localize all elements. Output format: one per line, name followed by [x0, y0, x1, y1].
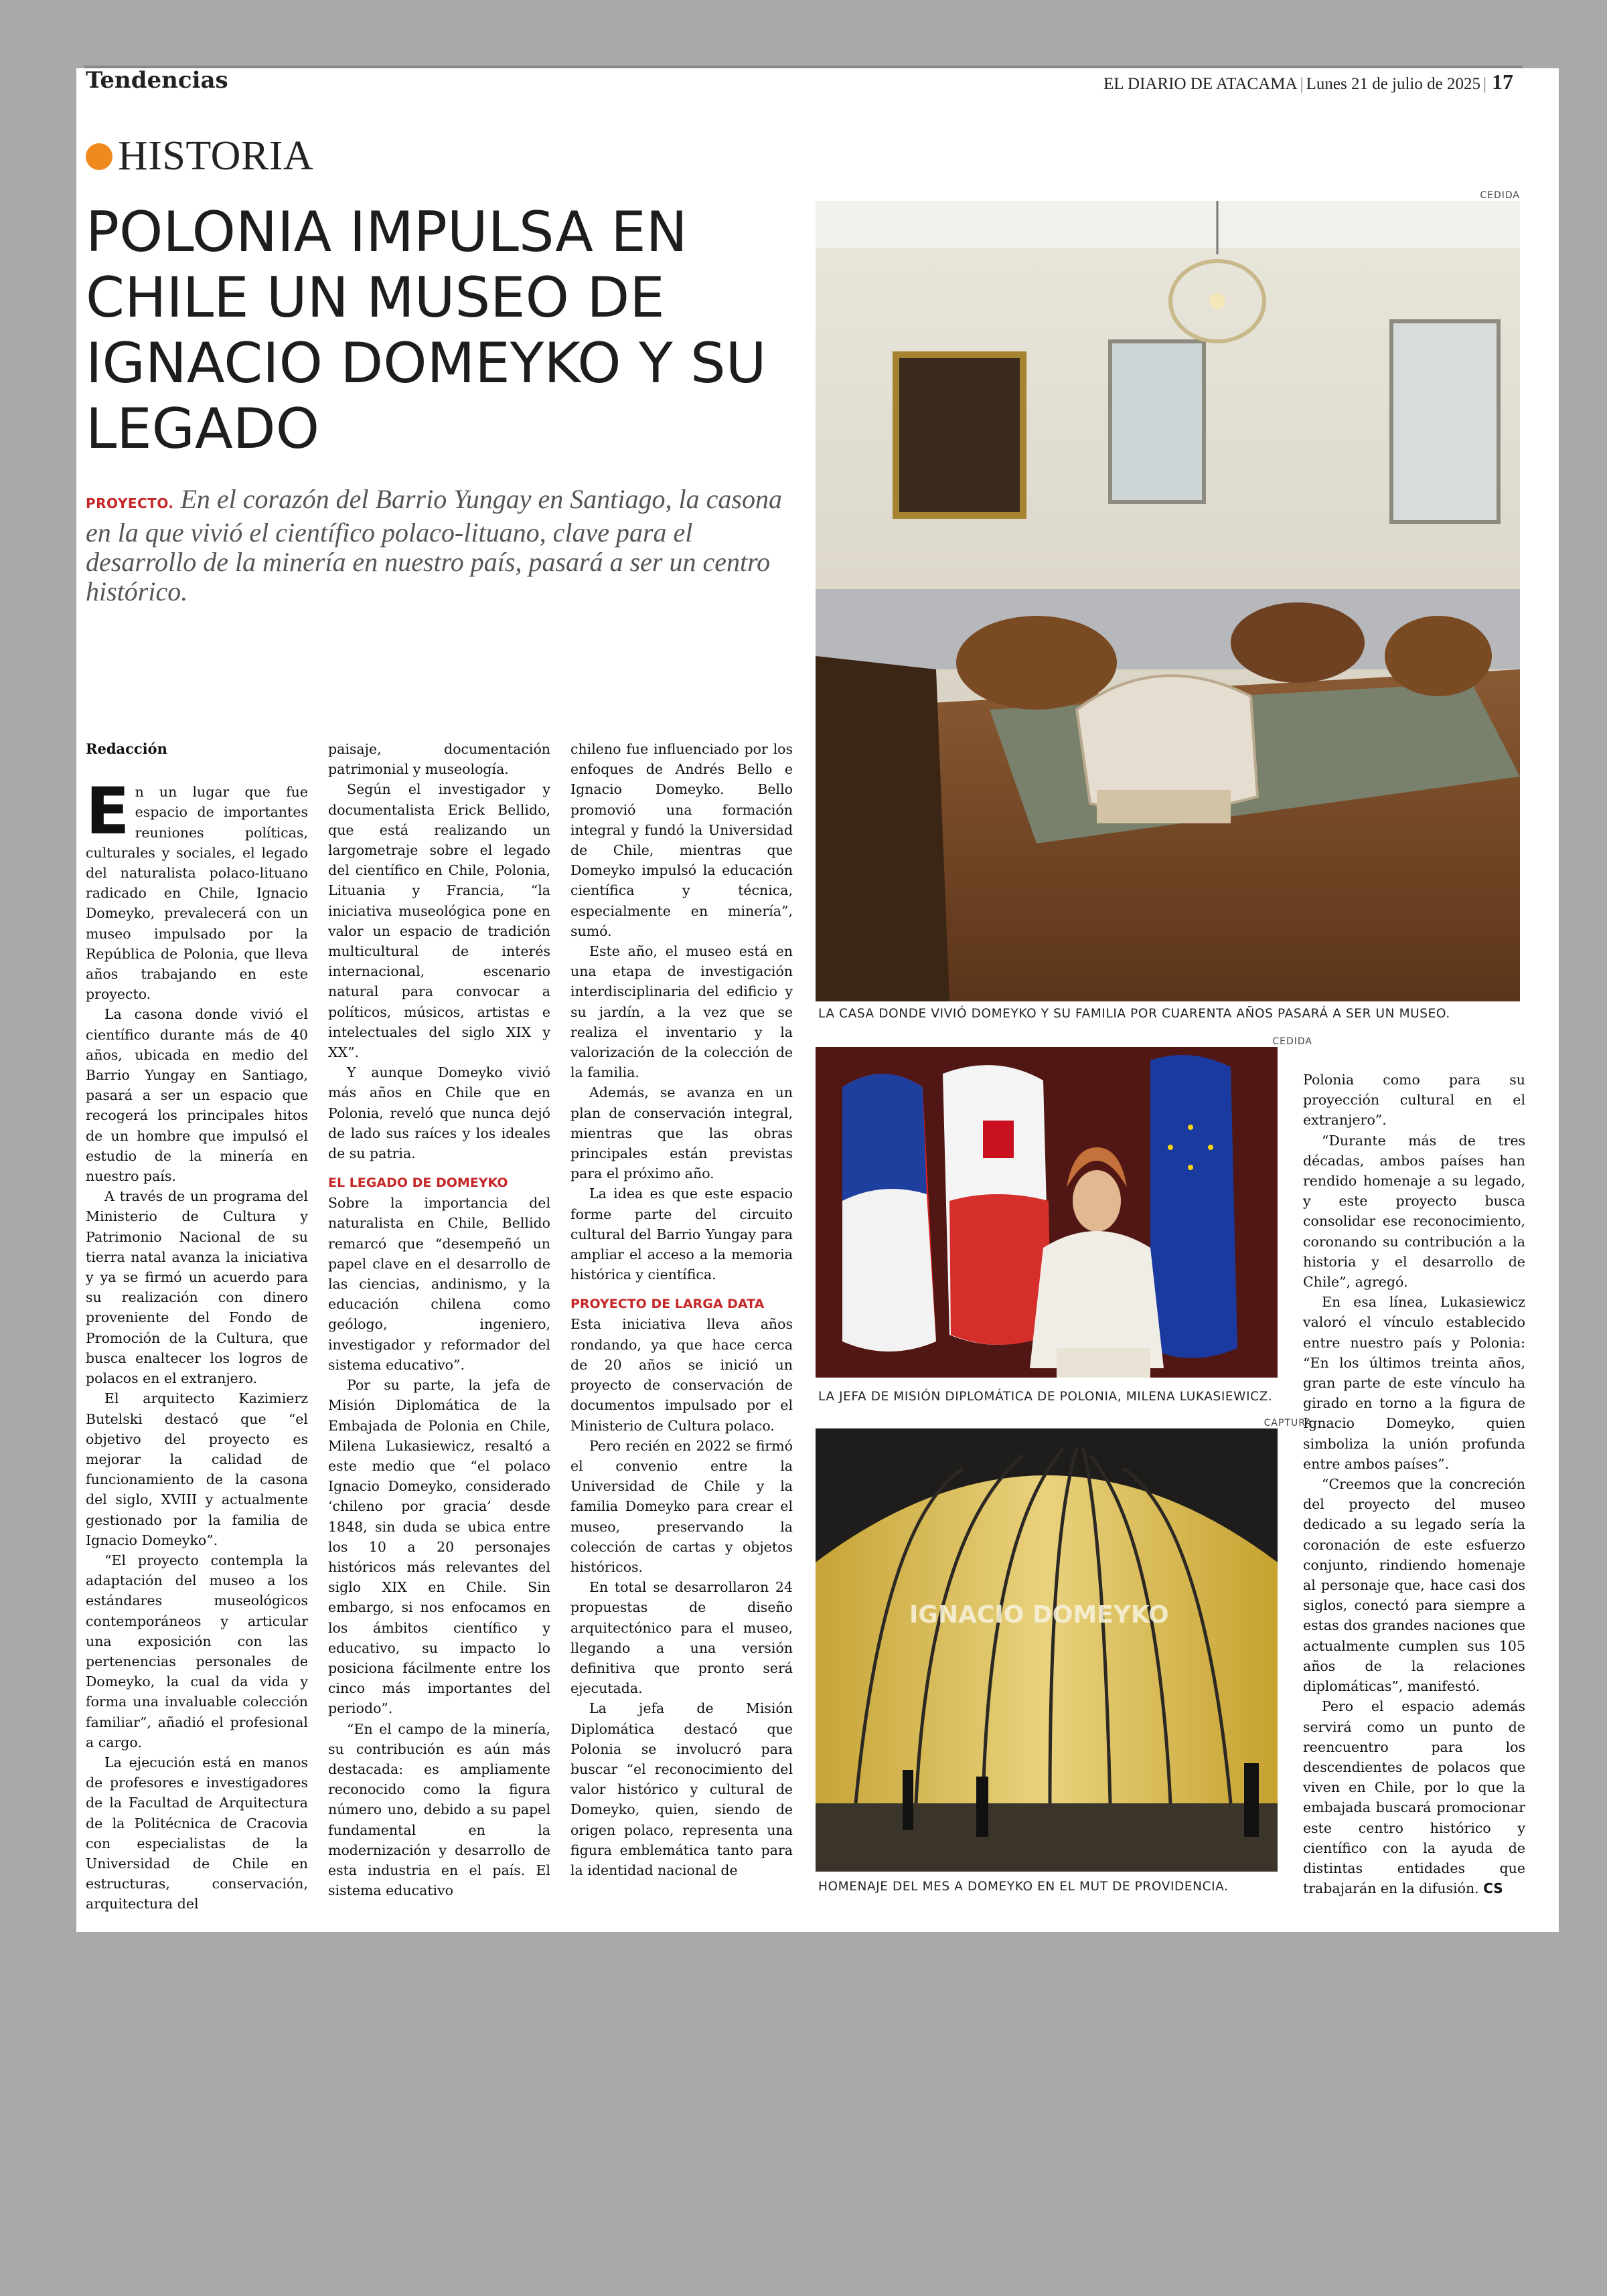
photo-caption: LA CASA DONDE VIVIÓ DOMEYKO Y SU FAMILIA POR CUARENTA AÑOS PASARÁ A SER UN MUSEO. [818, 1007, 1450, 1021]
paragraph: Este año, el museo está en una etapa de investigación interdisciplinaria del edificio y su jardín, a la vez que se realiza el inventario y la valorización de la colección de la familia. [570, 943, 793, 1081]
page-number: 17 [1492, 70, 1513, 94]
paragraph: En esa línea, Lukasiewicz valoró el vínculo establecido entre nuestro país y Polonia: “En los últimos treinta años, gran parte de este vínculo ha girado en torno a la figura de Ignacio Domeyko, quien simboliza la unión profunda entre ambos países”. [1303, 1294, 1525, 1472]
deck-text: En el corazón del Barrio Yungay en Santiago, la casona en la que vivió el científico polaco-lituano, clave para el desarrollo de la minería en nuestro país, pasará a ser un centro histórico. [86, 484, 782, 606]
section-name: Tendencias [86, 67, 228, 94]
paragraph: Según el investigador y documentalista Erick Bellido, que está realizando un largometraje sobre el legado del científico en Chile, Polonia, Lituania y Francia, “la iniciativa museológica pone en valor un espacio de tradición multicultural de interés internacional, escenario natural para convocar a políticos, músicos, artistas e intelectuales del siglo XIX y XX”. [328, 781, 550, 1061]
paragraph: La idea es que este espacio forme parte del circuito cultural del Barrio Yungay para ampliar el acceso a la memoria histórica y científica. [570, 1185, 793, 1283]
section-kicker [86, 133, 313, 180]
paragraph-text: n un lugar que fue espacio de importantes reuniones políticas, culturales y sociales, el legado del naturalista polaco-lituano radicado en Chile, Ignacio Domeyko, prevalecerá con un museo impulsado por la República de Polonia, que lleva años trabajando en este proyecto. [86, 784, 308, 1003]
drop-cap: E [86, 774, 130, 849]
paragraph: La casona donde vivió el científico durante más de 40 años, ubicada en medio del Barrio Yungay en Santiago, pasará a ser un espacio que recogerá los principales hitos de un hombre que impulsó el estudio de la minería en nuestro país. [86, 1006, 308, 1185]
second-photo-ambassador [816, 1047, 1278, 1378]
deck [86, 485, 789, 606]
paragraph: chileno fue influenciado por los enfoques de Andrés Bello e Ignacio Domeyko. Bello promovió una formación integral y fundó la Universidad de Chile, mientras que Domeyko impulsó la educación científica y técnica, especialmente en minería”, sumó. [570, 741, 793, 939]
paragraph: La jefa de Misión Diplomática destacó que Polonia se involucró para buscar “el reconocimiento del valor histórico y cultural de Domeyko, quien, siendo de origen polaco, representa una figura emblemática tanto para la identidad nacional de [570, 1700, 793, 1878]
paragraph: Polonia como para su proyección cultural en el extranjero”. [1303, 1072, 1525, 1129]
text-column-5 [1303, 1070, 1525, 1898]
photo-credit: CAPTURA [1264, 1418, 1312, 1428]
paragraph: paisaje, documentación patrimonial y museología. [328, 741, 550, 778]
paragraph: “Durante más de tres décadas, ambos países han rendido homenaje a su legado, y este proyecto busca consolidar ese reconocimiento, coronando su contribución a la historia y el desarrollo de Chile”, agregó. [1303, 1132, 1525, 1291]
deck-label: PROYECTO. [86, 495, 174, 511]
paragraph [1303, 1696, 1525, 1898]
subhead-larga-data: PROYECTO DE LARGA DATA [570, 1297, 765, 1312]
paragraph: Además, se avanza en un plan de conservación integral, mientras que las obras principales están previstas para el próximo año. [570, 1084, 793, 1182]
paragraph-text: Pero el espacio además servirá como un punto de reencuentro para los descendientes de polacos que viven en Chile, por lo que la embajada buscará promocionar este centro histórico y científico con la ayuda de distintas entidades que trabajarán en la difusión. [1303, 1698, 1525, 1897]
text-column-3 [570, 739, 793, 1880]
photo-credit: CEDIDA [1480, 190, 1520, 201]
text-column-1 [86, 739, 308, 1914]
newspaper-name: EL DIARIO DE ATACAMA [1103, 75, 1298, 93]
end-mark: CS [1483, 1880, 1503, 1897]
paragraph: Y aunque Domeyko vivió más años en Chile que en Polonia, reveló que nunca dejó de lado sus raíces y los ideales de su patria. [328, 1064, 550, 1162]
paragraph: “El proyecto contempla la adaptación del museo a los estándares museológicos contemporáneos y articular una exposición con las pertenencias personales de Domeyko, la cual da vida y forma una invaluable colección familiar”, añadió el profesional a cargo. [86, 1552, 308, 1750]
paragraph: Por su parte, la jefa de Misión Diplomática de la Embajada de Polonia en Chile, Milena Lukasiewicz, resaltó a este medio que “el polaco Ignacio Domeyko, considerado ‘chileno por gracia’ desde 1848, sin duda se ubica entre los 10 a 20 personajes históricos más relevantes del siglo XIX en Chile. Sin embargo, si nos enfocamos en los ámbitos científico y educativo, su impacto lo posiciona fácilmente entre los cinco más importantes del periodo”. [328, 1377, 550, 1717]
paragraph: Sobre la importancia del naturalista en Chile, Bellido remarcó que “desempeñó un papel clave en el desarrollo de las ciencias, andinismo, y la educación chilena como geólogo, ingeniero, investigador y reformador del sistema educativo”. [328, 1195, 550, 1373]
projection-text: IGNACIO DOMEYKO [909, 1601, 1169, 1629]
photo-caption: LA JEFA DE MISIÓN DIPLOMÁTICA DE POLONIA, MILENA LUKASIEWICZ. [818, 1390, 1273, 1404]
masthead-separator: | [1300, 75, 1304, 93]
issue-date: Lunes 21 de julio de 2025 [1306, 75, 1480, 93]
headline: POLONIA IMPULSA EN CHILE UN MUSEO DE IGNACIO DOMEYKO Y SU LEGADO [86, 199, 767, 461]
third-photo-projection [816, 1428, 1278, 1872]
kicker-label: HISTORIA [118, 133, 314, 179]
main-photo-interior [816, 201, 1520, 1001]
lead-paragraph [86, 774, 308, 1004]
photo-credit: CEDIDA [1272, 1036, 1312, 1047]
paragraph: En total se desarrollaron 24 propuestas de diseño arquitectónico para el museo, llegando a una versión definitiva que pronto será ejecutada. [570, 1579, 793, 1697]
orange-dot-icon [86, 143, 112, 170]
masthead [1103, 70, 1513, 94]
paragraph: Esta iniciativa lleva años rondando, ya que hace cerca de 20 años se inició un proyecto de conservación de documentos impulsado por el Ministerio de Cultura polaco. [570, 1316, 793, 1434]
header-rule [84, 66, 1523, 68]
text-column-2 [328, 739, 550, 1900]
paragraph: La ejecución está en manos de profesores e investigadores de la Facultad de Arquitectura de la Politécnica de Cracovia con especialistas de la Universidad de Chile en estructuras, conservación, arquitectura del [86, 1754, 308, 1912]
paragraph: El arquitecto Kazimierz Butelski destacó que “el objetivo del proyecto es mejorar la calidad de funcionamiento de la casona del siglo, XVIII y actualmente gestionado por la familia de Ignacio Domeyko”. [86, 1390, 308, 1548]
paragraph: Pero recién en 2022 se firmó el convenio entre la Universidad de Chile y la familia Domeyko para crear el museo, preservando la colección de cartas y objetos históricos. [570, 1437, 793, 1575]
paragraph: “En el campo de la minería, su contribución es aún más destacada: es ampliamente reconocido como la figura número uno, debido a su papel fundamental en la modernización y desarrollo de esta industria en el país. El sistema educativo [328, 1720, 550, 1899]
paragraph: “Creemos que la concreción del proyecto del museo dedicado a su legado sería la coronación de este esfuerzo conjunto, rindiendo homenaje al personaje que, hace casi dos siglos, conectó para siempre a estas dos grandes naciones que actualmente cumplen sus 105 años de la relaciones diplomáticas”, manifestó. [1303, 1476, 1525, 1695]
masthead-separator: | [1482, 75, 1486, 93]
paragraph: A través de un programa del Ministerio de Cultura y Patrimonio Nacional de su tierra natal avanza la iniciativa y ya se firmó un acuerdo para su realización con dinero proveniente del Fondo de Promoción de la Cultura, que busca enaltecer los logros de polacos en el extranjero. [86, 1188, 308, 1387]
byline: Redacción [86, 740, 167, 757]
subhead-legado: EL LEGADO DE DOMEYKO [328, 1175, 508, 1191]
photo-caption: HOMENAJE DEL MES A DOMEYKO EN EL MUT DE PROVIDENCIA. [818, 1880, 1229, 1894]
